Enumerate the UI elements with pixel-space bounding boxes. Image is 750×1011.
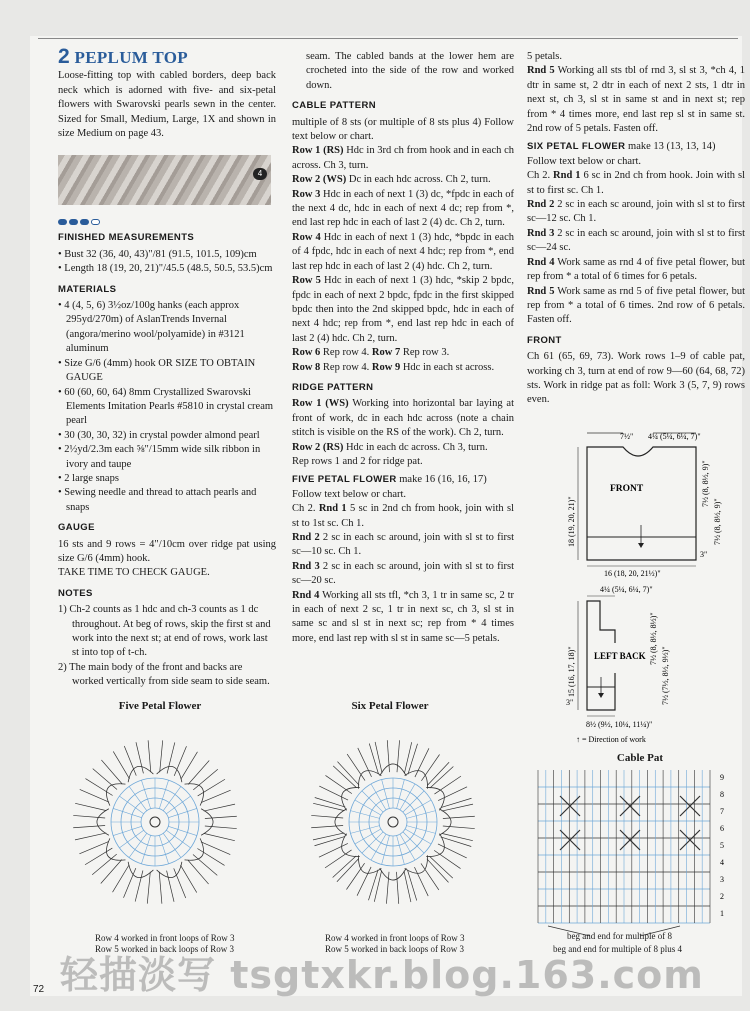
list-item: • 2½yd/2.3m each ⅝"/15mm wide silk ribbon in ivory and taupe	[58, 444, 261, 470]
notes-list	[58, 603, 276, 689]
back-label: LEFT BACK	[594, 651, 646, 661]
notes-heading: NOTES	[58, 587, 93, 599]
gauge-text: 16 sts and 9 rows = 4"/10cm over ridge pat using size G/6 (4mm) hook.	[58, 538, 276, 564]
cable-intro: multiple of 8 sts (or multiple of 8 sts plus 4) Follow text below or chart.	[292, 116, 514, 143]
five-make: make 16 (16, 16, 17)	[396, 474, 487, 486]
pattern-title-text: PEPLUM TOP	[74, 48, 188, 67]
six-follow: Follow text below or chart.	[527, 155, 642, 167]
six-rnd: Rnd 5 Work same as rnd 5 of five petal flower, but rep from * a total of 6 times. 2nd row of 6 petals. Fasten off.	[527, 285, 746, 326]
list-item: • 2 large snaps	[58, 472, 119, 484]
ridge-row: Row 1 (WS) Working into horizontal bar laying at front of work, dc in each hdc across (note a chain stitch is visible on the RS of the work). Ch 2, turn.	[292, 398, 514, 439]
cable-chart-title: Cable Pat	[616, 752, 664, 764]
notes-continued: seam. The cabled bands at the lower hem are crocheted into the side of the row and worked down.	[306, 51, 514, 91]
front-label: FRONT	[610, 484, 644, 494]
cable-row: Row 1 (RS) Hdc in 3rd ch from hook and in each ch across. Ch 3, turn.	[292, 145, 514, 171]
five-rnd: Rnd 3 2 sc in each sc around, join with sl st to first sc—20 sc.	[292, 560, 514, 587]
list-item: 1) Ch-2 counts as 1 hdc and ch-3 counts as 1 dc throughout. At beg of rows, skip the first st and work into the next st; at end of rows, work last st into top of t-ch.	[58, 604, 271, 659]
ridge-row: Row 2 (RS) Hdc in each dc across. Ch 3, turn.	[292, 441, 488, 453]
cable-row-number: 8	[720, 790, 724, 799]
six-petal-flower-chart	[311, 740, 475, 904]
cable-row-number: 9	[720, 773, 724, 782]
b-right-lower: 7½ (7½, 8½, 9½)"	[661, 646, 670, 705]
cable-row: Row 2 (WS) Dc in each hdc across. Ch 2, turn.	[292, 174, 491, 186]
direction-legend: ↑ = Direction of work	[576, 735, 646, 744]
list-item: • Bust 32 (36, 40, 43)"/81 (91.5, 101.5, 109)cm	[58, 248, 257, 260]
b-left-dim: 15 (16, 17, 18)"	[567, 646, 576, 697]
pattern-title	[58, 45, 276, 68]
finished-list	[58, 248, 276, 277]
six-chart-title: Six Petal Flower	[351, 700, 429, 712]
b-bottom: 8½ (9½, 10¼, 11¼)"	[586, 720, 653, 729]
six-heading-line	[527, 140, 745, 154]
cable-row: Row 3 Hdc in each of next 1 (3) dc, *fpdc in each of the next 4 dc, hdc in each of next 4 dc; rep from *, end last rep hdc in each of last 2 (4) dc. Ch 2, turn.	[292, 188, 514, 229]
schematic-diagrams	[560, 425, 745, 745]
list-item: • 60 (60, 60, 64) 8mm Crystallized Swarovski Elements Imitation Pearls #5810 in crystal cream pearl	[58, 386, 274, 427]
ridge-repeat: Rep rows 1 and 2 for ridge pat.	[292, 455, 423, 467]
five-chart-title: Five Petal Flower	[118, 700, 202, 712]
gauge-check: TAKE TIME TO CHECK GAUGE.	[58, 567, 210, 579]
six-rnd: Rnd 2 2 sc in each sc around, join with sl st to first sc—12 sc. Ch 1.	[527, 199, 746, 225]
pattern-intro: Loose-fitting top with cabled borders, deep back neck which is adorned with five- and six-petal flowers with Swarovski pearls sewn in the center. Sized for Small, Medium, Large, 1X and shown in size Medium on page 43.	[58, 70, 276, 140]
cable-heading: CABLE PATTERN	[292, 100, 377, 112]
six-make: make 13 (13, 13, 14)	[625, 141, 716, 153]
f-left-dim: 18 (19, 20, 21)"	[567, 496, 576, 547]
page-badge: 4	[253, 168, 267, 180]
six-caption-2: Row 5 worked in back loops of Row 3	[325, 944, 464, 954]
front-heading: FRONT	[527, 334, 562, 346]
cable-row: Row 5 Hdc in each of next 1 (3) hdc, *skip 2 bpdc, fpdc in each of next 2 bpdc, fpdc in the first skipped bpdc then into the 2nd skipped bpdc, hdc in each of next 4 hdc; rep from *, end last rep hdc in each of last 2 (4) hdc. Ch 2, turn.	[292, 275, 514, 344]
cable-row-number: 1	[720, 909, 724, 918]
f-hem: 3"	[700, 550, 708, 559]
five-follow: Follow text below or chart.	[292, 488, 407, 500]
cable-row-number: 2	[720, 892, 724, 901]
f-right-upper: 7½ (8, 8½, 9)"	[701, 460, 710, 507]
list-item: • Sewing needle and thread to attach pearls and snaps	[58, 487, 257, 513]
column-1	[58, 45, 276, 689]
list-item: • 4 (4, 5, 6) 3½oz/100g hanks (each approx 295yd/270m) of AslanTrends Invernal (angora/merino wool/polyamide) in #3121 aluminum	[58, 300, 245, 355]
column-3	[527, 50, 745, 408]
f-top-left: 7½"	[620, 432, 634, 441]
five-rnd: Ch 2. Rnd 1 5 sc in 2nd ch from hook, join with sl st to 1st sc. Ch 1.	[292, 503, 514, 529]
five-rnd: Rnd 2 2 sc in each sc around, join with sl st to first sc—10 sc. Ch 1.	[292, 532, 514, 558]
f-top-right: 4¼ (5¼, 6¼, 7)"	[648, 432, 701, 441]
list-item: • Length 18 (19, 20, 21)"/45.5 (48.5, 50.5, 53.5)cm	[58, 263, 273, 275]
cable-row-number: 5	[720, 841, 724, 850]
flower-charts	[55, 712, 525, 932]
six-heading: SIX PETAL FLOWER	[527, 141, 626, 153]
top-rule	[38, 38, 738, 39]
column-2	[292, 50, 514, 647]
six-caption-1: Row 4 worked in front loops of Row 3	[325, 933, 465, 943]
cable-row: Row 4 Hdc in each of next 1 (3) hdc, *bpdc in each of 4 fpdc, hdc in each of next 4 hdc; rep from *, end last rep hdc in each of last 2 (4) hdc. Ch 2, turn.	[292, 231, 514, 272]
five-petals-continued: 5 petals.	[527, 51, 562, 62]
five-caption-2: Row 5 worked in back loops of Row 3	[95, 944, 234, 954]
watermark: 轻描淡写 tsgtxkr.blog.163.com	[60, 953, 704, 997]
list-item: • 30 (30, 30, 32) in crystal powder almond pearl	[58, 429, 260, 441]
cable-row: Row 6 Rep row 4. Row 7 Rep row 3.	[292, 347, 450, 359]
cable-row-number: 6	[720, 824, 724, 833]
six-rnd: Ch 2. Rnd 1 6 sc in 2nd ch from hook. Join with sl st to first sc. Ch 1.	[527, 170, 745, 196]
materials-list	[58, 299, 276, 515]
cable-row-number: 3	[720, 875, 724, 884]
list-item: 2) The main body of the front and backs are worked vertically from side seam to side seam.	[58, 661, 270, 688]
f-bottom: 16 (18, 20, 21½)"	[604, 569, 661, 578]
materials-heading: MATERIALS	[58, 283, 117, 295]
skill-level-icon	[58, 219, 276, 225]
b-hem: 3"	[566, 698, 574, 707]
front-text: Ch 61 (65, 69, 73). Work rows 1–9 of cable pat, working ch 3, turn at end of row 9—60 (64, 68, 72) sts. Work in ridge pat as foll: Work 3 (5, 7, 9) rows even.	[527, 351, 745, 406]
page-number: 72	[33, 984, 45, 995]
five-heading: FIVE PETAL FLOWER	[292, 474, 397, 486]
yarn-swatch-image	[58, 147, 271, 211]
b-top: 4¼ (5¼, 6¼, 7)"	[600, 585, 653, 594]
five-petal-flower-chart	[73, 740, 237, 903]
cable-note-1: beg and end for multiple of 8	[567, 931, 672, 941]
pattern-number: 2	[58, 45, 70, 68]
cable-note-2: beg and end for multiple of 8 plus 4	[553, 944, 682, 954]
gauge-heading: GAUGE	[58, 522, 95, 534]
six-rnd: Rnd 3 2 sc in each sc around, join with sl st to first sc—24 sc.	[527, 227, 746, 254]
f-right-lower: 7½ (8, 8½, 9)"	[713, 498, 722, 545]
five-rnd: Rnd 5 Working all sts tbl of rnd 3, sl st 3, *ch 4, 1 dtr in same st, 2 dtr in each of next 2 sts, 1 dtr in next st, ch 3, sl st in same st and in next st; rep from * 4 times more, end last rep sl st in same st. 2nd row of 5 petals. Fasten off.	[527, 65, 745, 135]
six-rnd: Rnd 4 Work same as rnd 4 of five petal flower, but rep from * a total of 6 times for 6 petals.	[527, 256, 746, 283]
ridge-heading: RIDGE PATTERN	[292, 381, 374, 393]
cable-chart	[530, 766, 745, 941]
cable-row-number: 7	[720, 807, 724, 816]
cable-row: Row 8 Rep row 4. Row 9 Hdc in each st across.	[292, 361, 495, 373]
list-item: • Size G/6 (4mm) hook OR SIZE TO OBTAIN GAUGE	[58, 357, 256, 384]
five-caption-1: Row 4 worked in front loops of Row 3	[95, 933, 235, 943]
cable-row-number: 4	[720, 858, 724, 867]
b-right-upper: 7½ (8, 8½, 8½)"	[649, 612, 658, 665]
finished-heading: FINISHED MEASUREMENTS	[58, 232, 195, 244]
five-heading-line	[292, 473, 514, 487]
five-rnd: Rnd 4 Working all sts tfl, *ch 3, 1 tr in same sc, 2 tr in each of next 2 sc, 1 tr in next sc, ch 3, sl st in same sc and sl st in next sc; rep from * 4 times more, end last rep with sl st in same sc—5 petals.	[292, 589, 514, 644]
